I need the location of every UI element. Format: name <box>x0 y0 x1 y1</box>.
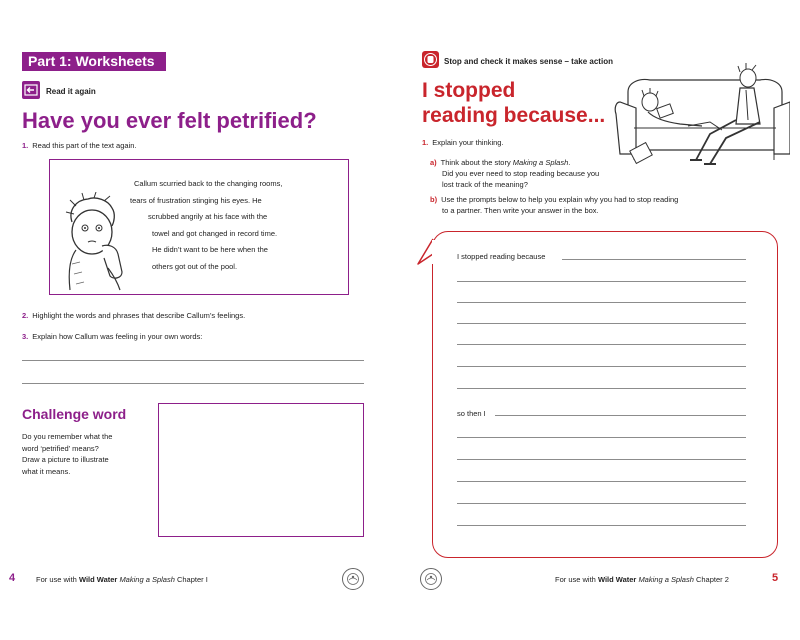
section-label: Stop and check it makes sense – take action <box>444 57 613 66</box>
footer-prefix: For use with <box>36 575 79 584</box>
footer-book-title: Wild Water <box>78 575 118 584</box>
left-arrow-icon <box>22 81 40 99</box>
question-text: Think about the story <box>440 158 513 167</box>
answer-line[interactable] <box>22 360 364 361</box>
question-text: to a partner. Then write your answer in the box. <box>442 206 599 215</box>
story-line: tears of frustration stinging his eyes. He <box>130 195 262 205</box>
page-number: 4 <box>9 572 16 584</box>
drawing-box[interactable] <box>158 403 364 537</box>
footer-text <box>36 575 208 584</box>
answer-line[interactable] <box>457 388 746 389</box>
question-text: Explain how Callum was feeling in your own words: <box>32 332 203 341</box>
question-3 <box>22 332 202 341</box>
section-label: Read it again <box>46 87 96 96</box>
book-logo-icon <box>342 568 364 590</box>
footer-book-title: Wild Water <box>597 575 637 584</box>
sofa-reading-illustration <box>610 42 790 172</box>
question-1 <box>22 141 137 150</box>
answer-line[interactable] <box>457 503 746 504</box>
question-1 <box>422 138 504 147</box>
footer-text <box>555 575 729 584</box>
stop-hand-icon <box>422 51 439 68</box>
question-letter: b) <box>430 195 438 204</box>
answer-line[interactable] <box>22 383 364 384</box>
question-title: Making a Splash <box>512 158 569 167</box>
prompt-label: I stopped reading because <box>457 252 546 261</box>
challenge-line: word ‘petrified’ means? <box>22 443 99 453</box>
page-heading <box>422 78 605 128</box>
question-text: Read this part of the text again. <box>32 141 137 150</box>
question-text: Explain your thinking. <box>432 138 504 147</box>
prompt-label: so then I <box>457 409 486 418</box>
question-number: 2. <box>22 311 29 320</box>
answer-line[interactable] <box>457 302 746 303</box>
story-line: Callum scurried back to the changing rooms, <box>134 179 283 188</box>
footer-chapter: Chapter 2 <box>693 575 729 584</box>
answer-line[interactable] <box>495 415 746 416</box>
challenge-line: Do you remember what the <box>22 432 113 441</box>
speech-tail-gap <box>432 240 435 264</box>
question-number: 1. <box>22 141 29 150</box>
question-text: Highlight the words and phrases that describe Callum’s feelings. <box>32 311 246 320</box>
answer-line[interactable] <box>457 437 746 438</box>
question-a <box>430 157 599 190</box>
story-line: others got out of the pool. <box>152 261 238 271</box>
question-number: 1. <box>422 138 429 147</box>
book-logo-icon <box>420 568 442 590</box>
answer-line[interactable] <box>457 459 746 460</box>
footer-prefix: For use with <box>555 575 598 584</box>
part-tab: Part 1: Worksheets <box>22 52 166 71</box>
page-heading: Have you ever felt petrified? <box>22 108 317 133</box>
page-number: 5 <box>772 572 779 584</box>
question-text: Use the prompts below to help you explain why you had to stop reading <box>441 195 679 204</box>
story-line: towel and got changed in record time. <box>152 228 278 238</box>
question-number: 3. <box>22 332 29 341</box>
question-text: . <box>568 158 571 167</box>
answer-line[interactable] <box>457 525 746 526</box>
answer-line[interactable] <box>457 281 746 282</box>
question-text: Did you ever need to stop reading because you <box>442 169 600 178</box>
answer-line[interactable] <box>457 366 746 367</box>
answer-line[interactable] <box>457 344 746 345</box>
heading-line-1: I stopped <box>422 79 516 102</box>
story-line: He didn’t want to be here when the <box>152 245 268 254</box>
heading-line-2: reading because... <box>422 104 606 127</box>
story-text <box>130 176 340 275</box>
challenge-text <box>22 431 112 477</box>
answer-line[interactable] <box>457 481 746 482</box>
challenge-line: what it means. <box>22 466 71 476</box>
footer-chapter: Chapter I <box>174 575 208 584</box>
right-page <box>400 0 800 640</box>
footer-series-title: Making a Splash <box>638 575 694 584</box>
question-b <box>430 194 678 216</box>
question-letter: a) <box>430 158 437 167</box>
callum-illustration <box>58 192 134 292</box>
answer-line[interactable] <box>562 259 746 260</box>
story-line: scrubbed angrily at his face with the <box>148 212 268 221</box>
challenge-line: Draw a picture to illustrate <box>22 455 109 464</box>
question-2 <box>22 311 245 320</box>
footer-series-title: Making a Splash <box>119 575 175 584</box>
challenge-heading: Challenge word <box>22 406 127 422</box>
question-text: lost track of the meaning? <box>442 180 528 189</box>
answer-line[interactable] <box>457 323 746 324</box>
